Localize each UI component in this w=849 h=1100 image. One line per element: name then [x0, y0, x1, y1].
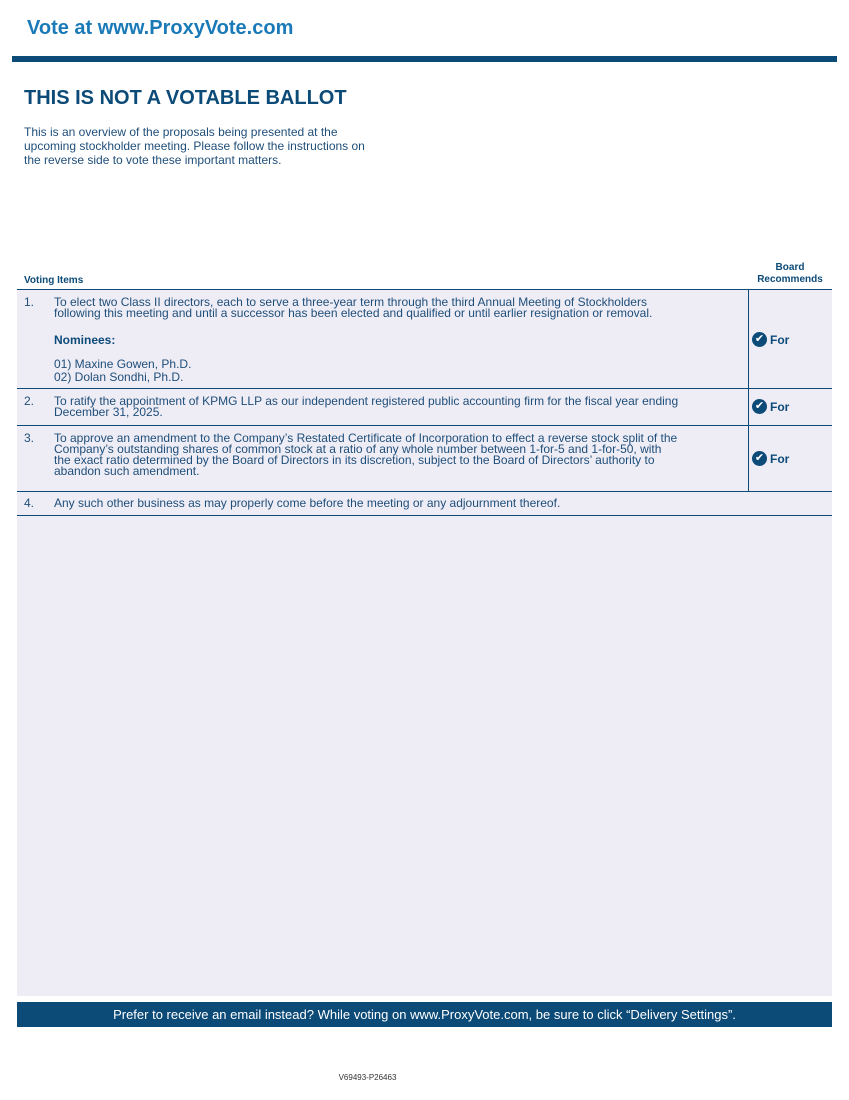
row-divider: [17, 388, 832, 389]
intro-line: upcoming stockholder meeting. Please follow the instructions on: [24, 139, 365, 153]
page-title: THIS IS NOT A VOTABLE BALLOT: [24, 87, 347, 109]
item-2-recommendation: [752, 399, 789, 414]
document-id: V69493-P26463: [338, 1073, 397, 1082]
proxyvote-link[interactable]: Vote at www.ProxyVote.com: [27, 17, 294, 39]
item-text-line: To ratify the appointment of KPMG LLP as our independent registered public accounting firm for the fiscal year ending: [54, 394, 679, 408]
item-text: [54, 297, 742, 319]
nominee-1: 01) Maxine Gowen, Ph.D.: [54, 357, 192, 371]
header-rule: [12, 56, 837, 62]
item-text-line: To approve an amendment to the Company’s Restated Certificate of Incorporation to effect a reverse stock split of the: [54, 431, 678, 445]
voting-item-2: [17, 396, 748, 424]
item-number: 4.: [24, 496, 35, 510]
item-number: 2.: [24, 394, 35, 408]
nominee-2: 02) Dolan Sondhi, Ph.D.: [54, 370, 184, 384]
item-1-recommendation: [752, 332, 789, 347]
recommendation-label: For: [770, 399, 790, 414]
item-text-line: December 31, 2025.: [54, 405, 163, 419]
item-text-line: Any such other business as may properly come before the meeting or any adjournment thereof.: [54, 496, 561, 510]
recommendation-label: For: [770, 332, 790, 347]
recommendation-label: For: [770, 451, 790, 466]
table-bottom-rule: [17, 515, 832, 516]
item-text-line: Company’s outstanding shares of common stock at a ratio of any whole number between 1-for-5 and 1-for-50, with: [54, 442, 662, 456]
intro-text: [24, 125, 424, 167]
check-circle-icon: ✔: [752, 451, 767, 466]
recommend-column-rule: [748, 290, 749, 491]
intro-line: the reverse side to vote these important matters.: [24, 153, 282, 167]
item-text-line: abandon such amendment.: [54, 464, 200, 478]
voting-items-header: Voting Items: [24, 275, 84, 286]
item-text-line: following this meeting and until a successor has been elected and qualified or until earlier resignation or removal.: [54, 306, 653, 320]
item-text: [54, 433, 742, 477]
intro-line: This is an overview of the proposals being presented at the: [24, 125, 338, 139]
voting-item-3: [17, 433, 748, 489]
row-divider: [17, 491, 832, 492]
voting-item-4: [17, 498, 832, 512]
email-delivery-banner: Prefer to receive an email instead? While voting on www.ProxyVote.com, be sure to click “Delivery Settings”.: [17, 1002, 832, 1027]
item-number: 1.: [24, 295, 35, 309]
item-text: [54, 396, 742, 418]
item-text-line: To elect two Class II directors, each to serve a three-year term through the third Annual Meeting of Stockholders: [54, 295, 647, 309]
table-header-rule: [17, 289, 832, 290]
board-recommends-line2: Recommends: [757, 274, 823, 285]
item-number: 3.: [24, 431, 35, 445]
board-recommends-line1: Board: [775, 262, 805, 273]
item-3-recommendation: [752, 451, 789, 466]
item-text: [54, 498, 814, 509]
item-text-line: the exact ratio determined by the Board of Directors in its discretion, subject to the Board of Directors’ authority to: [54, 453, 655, 467]
check-circle-icon: ✔: [752, 332, 767, 347]
board-recommends-header: [748, 262, 832, 286]
nominees-label: Nominees:: [54, 333, 116, 347]
row-divider: [17, 425, 832, 426]
check-circle-icon: ✔: [752, 399, 767, 414]
